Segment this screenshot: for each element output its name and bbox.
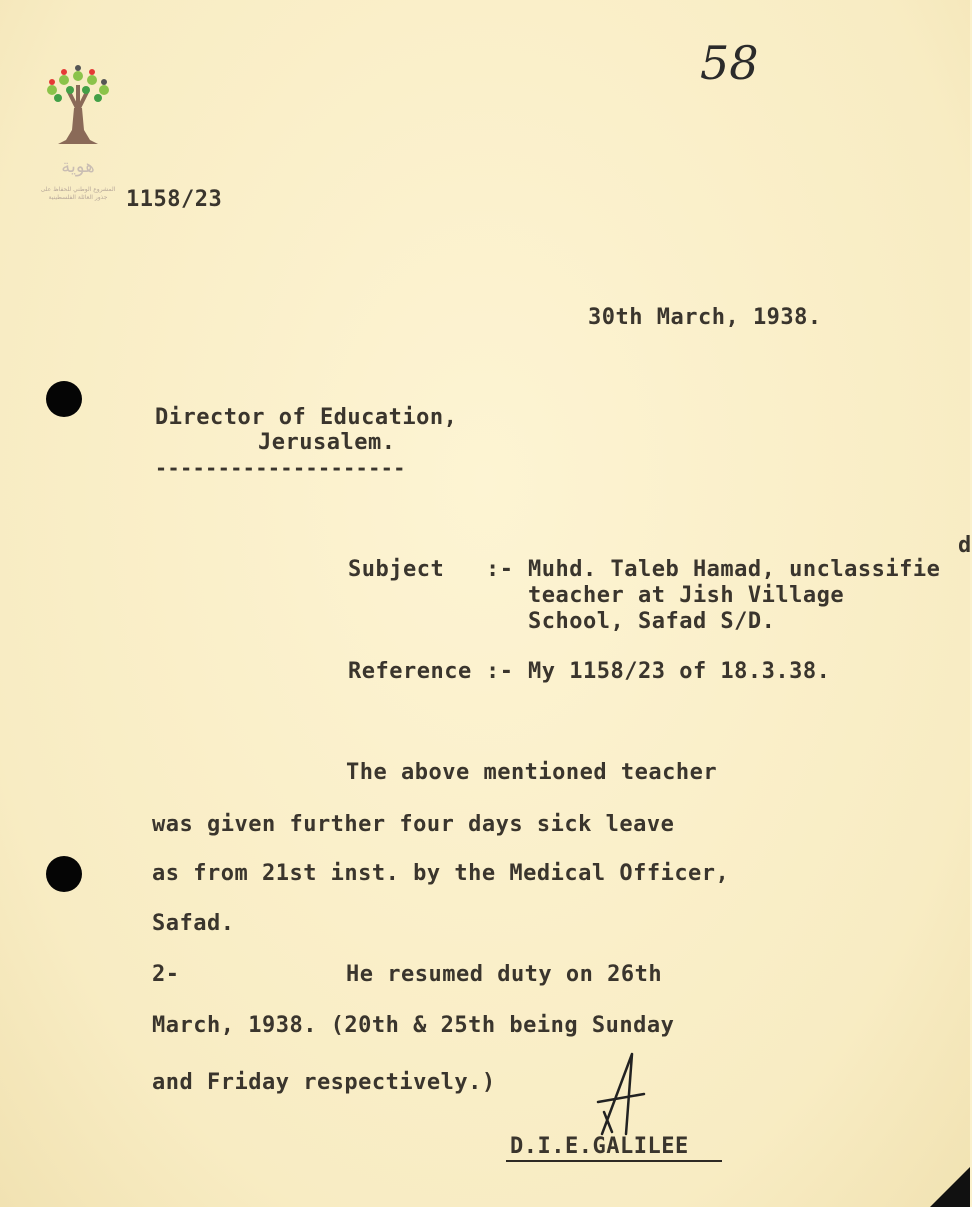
punch-hole-top [46, 381, 82, 417]
subject-line3: School, Safad S/D. [528, 609, 776, 634]
body-p2-line2: March, 1938. (20th & 25th being Sunday [152, 1013, 675, 1038]
addressee-line2: Jerusalem. [258, 430, 396, 455]
file-reference: 1158/23 [126, 187, 223, 212]
body-p2-line3: and Friday respectively.) [152, 1070, 496, 1095]
reference-separator: :- [486, 659, 514, 684]
tree-logo-icon [38, 50, 118, 190]
handwritten-initial-mark [592, 1050, 652, 1140]
body-p2-number: 2- [152, 962, 180, 987]
body-p1-line1: The above mentioned teacher [346, 760, 718, 785]
logo-tagline [30, 186, 126, 202]
reference-label: Reference [348, 659, 472, 684]
body-p2-line1: He resumed duty on 26th [346, 962, 663, 987]
punch-hole-bottom [46, 856, 82, 892]
reference-text: My 1158/23 of 18.3.38. [528, 659, 831, 684]
signature-block: D.I.E.GALILEE [510, 1134, 689, 1159]
body-p1-line4: Safad. [152, 911, 235, 936]
letter-date: 30th March, 1938. [588, 305, 822, 330]
page-corner-shadow [930, 1167, 970, 1207]
addressee-rule: -------------------- [155, 456, 406, 480]
subject-separator: :- [486, 557, 514, 582]
body-p1-line3: as from 21st inst. by the Medical Officer, [152, 861, 730, 886]
addressee-line1: Director of Education, [155, 405, 458, 430]
body-p1-line2: was given further four days sick leave [152, 812, 675, 837]
logo-tagline-line1: المشروع الوطني للحفاظ على [40, 186, 116, 193]
svg-text:هوية: هوية [61, 156, 95, 177]
subject-line1: Muhd. Taleb Hamad, unclassifie [528, 557, 941, 582]
logo-tagline-line2: جذور العائلة الفلسطينية [48, 194, 108, 201]
subject-label: Subject [348, 557, 445, 582]
subject-line2: teacher at Jish Village [528, 583, 845, 608]
signature-underline [506, 1160, 722, 1162]
page-number: 58 [700, 36, 759, 90]
subject-overflow-char: d [958, 533, 972, 558]
